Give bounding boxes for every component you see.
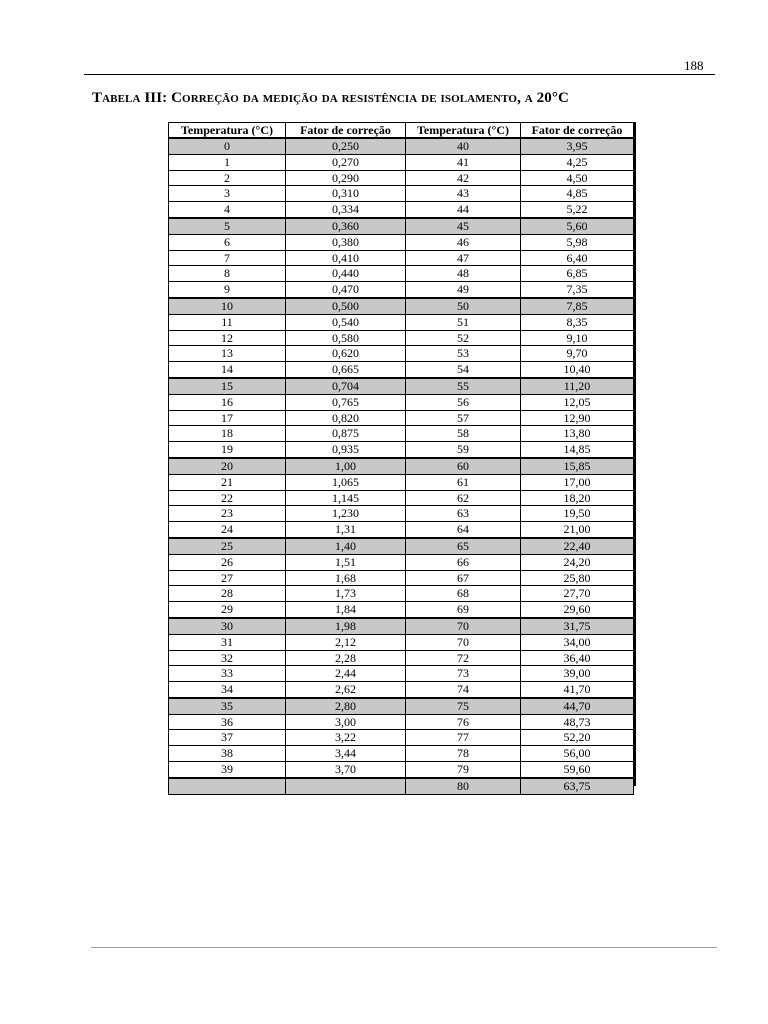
cell-factor-2: 39,00 [521, 666, 634, 682]
cell-temperature-1: 3 [169, 186, 286, 202]
cell-factor-1: 0,440 [286, 266, 406, 282]
cell-temperature-2: 45 [406, 218, 521, 234]
cell-factor-1: 3,00 [286, 714, 406, 730]
table-row [169, 138, 634, 154]
table-row [169, 154, 634, 170]
cell-factor-1: 1,065 [286, 474, 406, 490]
cell-factor-2: 15,85 [521, 458, 634, 474]
cell-factor-2: 36,40 [521, 650, 634, 666]
cell-temperature-2: 44 [406, 202, 521, 218]
cell-temperature-1: 16 [169, 394, 286, 410]
table-row [169, 170, 634, 186]
table-row [169, 730, 634, 746]
table-row [169, 346, 634, 362]
cell-factor-2: 34,00 [521, 634, 634, 650]
cell-temperature-1: 18 [169, 426, 286, 442]
cell-factor-2: 9,70 [521, 346, 634, 362]
cell-factor-1: 2,12 [286, 634, 406, 650]
table-row [169, 714, 634, 730]
table-row [169, 586, 634, 602]
cell-temperature-1: 27 [169, 570, 286, 586]
cell-temperature-2: 76 [406, 714, 521, 730]
table-row [169, 250, 634, 266]
cell-temperature-1: 26 [169, 554, 286, 570]
cell-factor-2: 4,25 [521, 154, 634, 170]
cell-temperature-2: 72 [406, 650, 521, 666]
cell-temperature-2: 42 [406, 170, 521, 186]
table-row [169, 314, 634, 330]
cell-temperature-1: 4 [169, 202, 286, 218]
header-temperature-1: Temperatura (°C) [169, 123, 286, 139]
cell-factor-2: 11,20 [521, 378, 634, 394]
cell-temperature-2: 50 [406, 298, 521, 314]
cell-factor-2: 19,50 [521, 506, 634, 522]
cell-factor-2: 24,20 [521, 554, 634, 570]
cell-temperature-1: 25 [169, 538, 286, 554]
cell-temperature-1: 31 [169, 634, 286, 650]
cell-factor-2: 8,35 [521, 314, 634, 330]
cell-factor-1: 1,73 [286, 586, 406, 602]
header-factor-1: Fator de correção [286, 123, 406, 139]
table-row [169, 762, 634, 778]
cell-temperature-1: 28 [169, 586, 286, 602]
table-row [169, 650, 634, 666]
cell-factor-2: 4,85 [521, 186, 634, 202]
cell-factor-2: 56,00 [521, 746, 634, 762]
table-body [169, 138, 634, 794]
cell-factor-2: 44,70 [521, 698, 634, 714]
cell-temperature-2: 67 [406, 570, 521, 586]
cell-temperature-1: 7 [169, 250, 286, 266]
cell-temperature-2: 54 [406, 362, 521, 378]
cell-factor-2: 7,35 [521, 282, 634, 298]
cell-temperature-2: 40 [406, 138, 521, 154]
cell-temperature-1: 22 [169, 490, 286, 506]
cell-factor-2: 17,00 [521, 474, 634, 490]
table-row [169, 410, 634, 426]
cell-factor-1: 0,360 [286, 218, 406, 234]
table-row [169, 570, 634, 586]
cell-temperature-1: 10 [169, 298, 286, 314]
cell-factor-2: 12,05 [521, 394, 634, 410]
table-row [169, 218, 634, 234]
cell-temperature-2: 56 [406, 394, 521, 410]
cell-factor-1: 0,310 [286, 186, 406, 202]
table-row [169, 506, 634, 522]
cell-temperature-2: 68 [406, 586, 521, 602]
cell-temperature-1: 38 [169, 746, 286, 762]
cell-factor-2: 21,00 [521, 522, 634, 538]
cell-factor-2: 10,40 [521, 362, 634, 378]
cell-factor-1: 2,62 [286, 682, 406, 698]
table-row [169, 666, 634, 682]
table-row [169, 330, 634, 346]
cell-temperature-2: 77 [406, 730, 521, 746]
cell-temperature-2: 51 [406, 314, 521, 330]
table-row [169, 778, 634, 794]
cell-factor-1: 0,470 [286, 282, 406, 298]
cell-factor-2: 12,90 [521, 410, 634, 426]
table-row [169, 522, 634, 538]
cell-factor-1: 1,145 [286, 490, 406, 506]
cell-temperature-2: 41 [406, 154, 521, 170]
cell-factor-1: 0,270 [286, 154, 406, 170]
cell-factor-2: 52,20 [521, 730, 634, 746]
cell-factor-2: 3,95 [521, 138, 634, 154]
table-row [169, 234, 634, 250]
cell-temperature-2: 58 [406, 426, 521, 442]
cell-temperature-1: 35 [169, 698, 286, 714]
cell-factor-1: 1,31 [286, 522, 406, 538]
cell-temperature-1: 37 [169, 730, 286, 746]
cell-temperature-1: 20 [169, 458, 286, 474]
cell-temperature-1 [169, 778, 286, 794]
cell-temperature-1: 23 [169, 506, 286, 522]
cell-temperature-2: 52 [406, 330, 521, 346]
cell-factor-1: 0,704 [286, 378, 406, 394]
cell-factor-1: 1,40 [286, 538, 406, 554]
table-row [169, 378, 634, 394]
cell-factor-1: 0,410 [286, 250, 406, 266]
cell-temperature-2: 49 [406, 282, 521, 298]
cell-temperature-2: 47 [406, 250, 521, 266]
cell-temperature-1: 29 [169, 602, 286, 618]
footer-rule [91, 947, 717, 948]
cell-factor-1: 1,230 [286, 506, 406, 522]
cell-factor-2: 5,22 [521, 202, 634, 218]
table-row [169, 490, 634, 506]
cell-temperature-2: 53 [406, 346, 521, 362]
cell-temperature-1: 5 [169, 218, 286, 234]
cell-temperature-1: 33 [169, 666, 286, 682]
cell-temperature-2: 43 [406, 186, 521, 202]
table-row [169, 186, 634, 202]
table-header-row [169, 123, 634, 139]
correction-table-frame [168, 122, 636, 793]
cell-temperature-1: 8 [169, 266, 286, 282]
cell-factor-2: 4,50 [521, 170, 634, 186]
cell-factor-2: 22,40 [521, 538, 634, 554]
cell-factor-1: 3,44 [286, 746, 406, 762]
cell-temperature-2: 70 [406, 618, 521, 634]
cell-temperature-1: 9 [169, 282, 286, 298]
table-row [169, 394, 634, 410]
cell-temperature-2: 62 [406, 490, 521, 506]
cell-factor-2: 18,20 [521, 490, 634, 506]
table-row [169, 298, 634, 314]
cell-factor-2: 29,60 [521, 602, 634, 618]
cell-temperature-2: 66 [406, 554, 521, 570]
cell-temperature-1: 1 [169, 154, 286, 170]
cell-temperature-2: 61 [406, 474, 521, 490]
cell-temperature-1: 15 [169, 378, 286, 394]
cell-factor-2: 6,40 [521, 250, 634, 266]
cell-factor-2: 5,60 [521, 218, 634, 234]
table-row [169, 538, 634, 554]
cell-factor-1: 1,51 [286, 554, 406, 570]
cell-factor-1: 2,44 [286, 666, 406, 682]
table-row [169, 474, 634, 490]
cell-factor-1: 2,28 [286, 650, 406, 666]
table-row [169, 618, 634, 634]
cell-factor-1: 0,334 [286, 202, 406, 218]
cell-factor-2: 41,70 [521, 682, 634, 698]
cell-temperature-1: 34 [169, 682, 286, 698]
cell-factor-2: 13,80 [521, 426, 634, 442]
table-row [169, 682, 634, 698]
cell-temperature-1: 17 [169, 410, 286, 426]
cell-factor-1: 0,665 [286, 362, 406, 378]
header-temperature-2: Temperatura (°C) [406, 123, 521, 139]
cell-factor-2: 25,80 [521, 570, 634, 586]
cell-factor-1: 0,290 [286, 170, 406, 186]
cell-factor-1: 0,765 [286, 394, 406, 410]
cell-factor-1: 1,68 [286, 570, 406, 586]
table-row [169, 458, 634, 474]
cell-factor-2: 59,60 [521, 762, 634, 778]
cell-temperature-2: 73 [406, 666, 521, 682]
cell-temperature-1: 6 [169, 234, 286, 250]
cell-factor-1: 0,820 [286, 410, 406, 426]
cell-temperature-2: 46 [406, 234, 521, 250]
cell-factor-1: 3,70 [286, 762, 406, 778]
cell-factor-1: 1,98 [286, 618, 406, 634]
cell-temperature-1: 0 [169, 138, 286, 154]
cell-temperature-1: 13 [169, 346, 286, 362]
cell-temperature-1: 36 [169, 714, 286, 730]
cell-temperature-2: 70 [406, 634, 521, 650]
cell-factor-1: 0,540 [286, 314, 406, 330]
table-row [169, 602, 634, 618]
cell-factor-1 [286, 778, 406, 794]
cell-temperature-1: 24 [169, 522, 286, 538]
cell-temperature-2: 79 [406, 762, 521, 778]
cell-factor-2: 14,85 [521, 442, 634, 458]
cell-temperature-2: 57 [406, 410, 521, 426]
cell-factor-1: 0,620 [286, 346, 406, 362]
cell-temperature-1: 12 [169, 330, 286, 346]
cell-temperature-2: 74 [406, 682, 521, 698]
cell-temperature-1: 39 [169, 762, 286, 778]
cell-temperature-1: 21 [169, 474, 286, 490]
cell-factor-1: 0,580 [286, 330, 406, 346]
cell-factor-2: 7,85 [521, 298, 634, 314]
cell-factor-1: 0,500 [286, 298, 406, 314]
cell-factor-1: 2,80 [286, 698, 406, 714]
cell-temperature-2: 59 [406, 442, 521, 458]
cell-temperature-2: 64 [406, 522, 521, 538]
table-row [169, 362, 634, 378]
table-row [169, 746, 634, 762]
table-title: Tabela III: Correção da medição da resistência de isolamento, a 20°C [92, 90, 569, 106]
table-row [169, 442, 634, 458]
table-row [169, 266, 634, 282]
cell-temperature-2: 63 [406, 506, 521, 522]
cell-factor-2: 9,10 [521, 330, 634, 346]
header-rule [84, 74, 715, 75]
cell-factor-1: 0,935 [286, 442, 406, 458]
cell-temperature-1: 2 [169, 170, 286, 186]
cell-temperature-1: 32 [169, 650, 286, 666]
cell-temperature-2: 65 [406, 538, 521, 554]
table-row [169, 282, 634, 298]
cell-temperature-2: 48 [406, 266, 521, 282]
cell-factor-2: 31,75 [521, 618, 634, 634]
cell-factor-1: 3,22 [286, 730, 406, 746]
header-factor-2: Fator de correção [521, 123, 634, 139]
cell-temperature-1: 30 [169, 618, 286, 634]
cell-temperature-2: 75 [406, 698, 521, 714]
cell-factor-2: 5,98 [521, 234, 634, 250]
cell-temperature-2: 55 [406, 378, 521, 394]
cell-temperature-1: 19 [169, 442, 286, 458]
table-row [169, 698, 634, 714]
table-row [169, 202, 634, 218]
cell-temperature-2: 69 [406, 602, 521, 618]
cell-factor-2: 63,75 [521, 778, 634, 794]
cell-factor-1: 0,380 [286, 234, 406, 250]
cell-temperature-1: 14 [169, 362, 286, 378]
cell-factor-2: 6,85 [521, 266, 634, 282]
cell-temperature-1: 11 [169, 314, 286, 330]
page-number: 188 [684, 58, 704, 73]
table-row [169, 554, 634, 570]
cell-factor-1: 1,00 [286, 458, 406, 474]
table-row [169, 634, 634, 650]
cell-factor-1: 1,84 [286, 602, 406, 618]
cell-temperature-2: 80 [406, 778, 521, 794]
cell-factor-1: 0,250 [286, 138, 406, 154]
cell-factor-1: 0,875 [286, 426, 406, 442]
cell-temperature-2: 60 [406, 458, 521, 474]
cell-factor-2: 27,70 [521, 586, 634, 602]
correction-table [168, 122, 634, 795]
cell-factor-2: 48,73 [521, 714, 634, 730]
table-row [169, 426, 634, 442]
cell-temperature-2: 78 [406, 746, 521, 762]
